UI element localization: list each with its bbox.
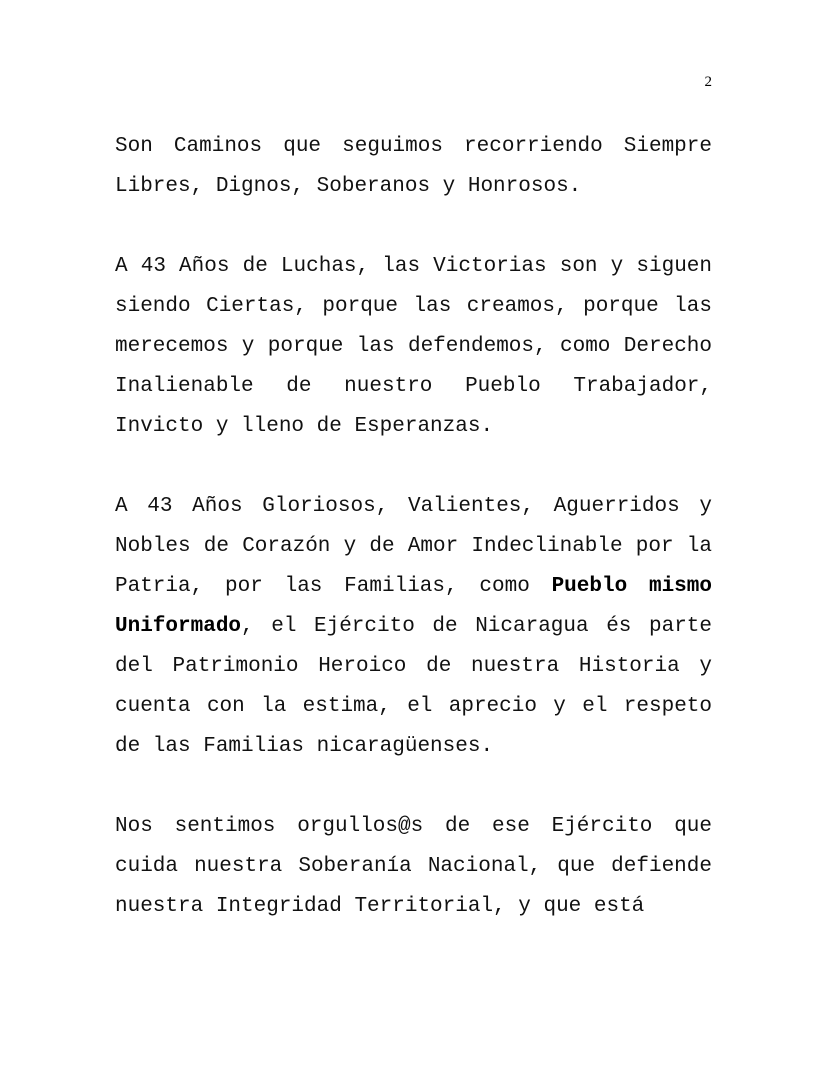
paragraph-3-bold-phrase: Pueblo mismo Uniformado xyxy=(115,575,712,638)
page-number: 2 xyxy=(704,74,712,90)
paragraph-4: Nos sentimos orgullos@s de ese Ejército que cuida nuestra Soberanía Nacional, que defiende nuestra Integridad Territorial, y que está xyxy=(115,815,712,918)
paragraph-3 xyxy=(115,487,712,767)
paragraph-2: A 43 Años de Luchas, las Victorias son y siguen siendo Ciertas, porque las creamos, porque las merecemos y porque las defendemos, como Derecho Inalienable de nuestro Pueblo Trabajador, Invicto y lleno de Esperanzas. xyxy=(115,255,712,438)
paragraph-1: Son Caminos que seguimos recorriendo Siempre Libres, Dignos, Soberanos y Honrosos. xyxy=(115,135,712,198)
paragraph-3-text-before: A 43 Años Gloriosos, Valientes, Aguerridos y Nobles de Corazón y de Amor Indeclinable por la Patria, por las Familias, como xyxy=(115,495,712,598)
document-body xyxy=(115,127,712,927)
paragraph-3-text-after: , el Ejército de Nicaragua és parte del Patrimonio Heroico de nuestra Historia y cuenta con la estima, el aprecio y el respeto de las Familias nicaragüenses. xyxy=(115,615,712,758)
